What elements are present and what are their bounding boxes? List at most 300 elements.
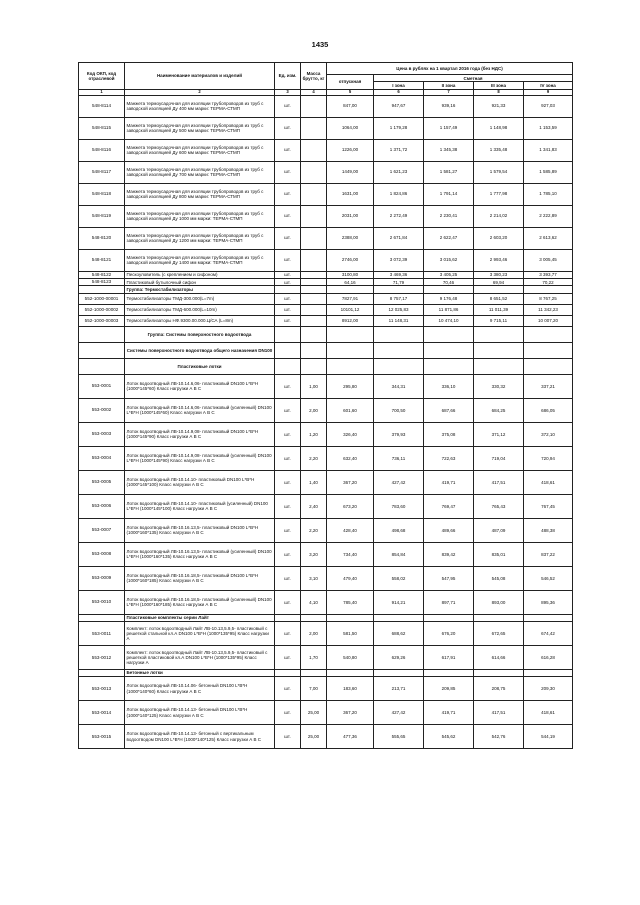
cell-mass — [301, 117, 327, 139]
cell-zone-4-price: 1 585,89 — [524, 161, 573, 183]
cell-name: Манжета термоусадочная для изоляции трубопроводов из труб с заводской изоляцией Ду 500 мм марки: ТЕРМА-СТМП — [125, 117, 275, 139]
cell-name: Лоток водоотводный ЛВ-10.14.6,06- пластиковый DN100 L*B*H (1000*145*60) Класс нагрузки А В С — [125, 374, 275, 398]
group-empty-cell — [524, 358, 573, 374]
column-index: 9 — [524, 89, 573, 95]
cell-zone-1-price: 1 824,86 — [374, 183, 424, 205]
group-row — [79, 358, 573, 374]
cell-zone-3-price: 672,65 — [474, 621, 524, 645]
cell-release-price: 367,20 — [327, 470, 374, 494]
cell-zone-2-price: 839,42 — [424, 542, 474, 566]
cell-release-price: 1064,00 — [327, 117, 374, 139]
cell-zone-2-price: 375,08 — [424, 422, 474, 446]
cell-release-price: 479,40 — [327, 566, 374, 590]
cell-zone-3-price: 2 993,46 — [474, 249, 524, 271]
cell-name: Комплект: лоток водоотводный Лайт ЛВ-10.13,5.9,5- пластиковый с решеткой пластиковой кл.А DN100 L*B*H (1000*135*95) Класс нагрузки А — [125, 645, 275, 669]
group-empty-cell — [374, 358, 424, 374]
cell-name: Лоток водоотводный ЛВ-10.16.13,5- пластиковый DN100 L*B*H (1000*160*135) Класс нагрузки А В С — [125, 518, 275, 542]
cell-zone-4-price: 546,52 — [524, 566, 573, 590]
cell-mass — [301, 227, 327, 249]
cell-release-price: 632,40 — [327, 446, 374, 470]
cell-zone-4-price: 372,10 — [524, 422, 573, 446]
cell-code: 553-0008 — [79, 542, 125, 566]
cell-unit: шт. — [275, 293, 301, 304]
cell-release-price: 3100,80 — [327, 271, 374, 278]
cell-zone-3-price: 3 380,23 — [474, 271, 524, 278]
group-empty-cell — [374, 614, 424, 621]
cell-unit: шт. — [275, 117, 301, 139]
table-row — [79, 293, 573, 304]
cell-zone-1-price: 12 025,83 — [374, 304, 424, 315]
cell-zone-2-price: 687,66 — [424, 398, 474, 422]
cell-mass — [301, 161, 327, 183]
cell-unit: шт. — [275, 278, 301, 285]
table-row — [79, 95, 573, 117]
column-index: 6 — [374, 89, 424, 95]
column-index: 7 — [424, 89, 474, 95]
group-row — [79, 286, 573, 293]
cell-unit: шт. — [275, 249, 301, 271]
cell-zone-2-price: 3 015,62 — [424, 249, 474, 271]
cell-name: Лоток водоотводный ЛВ-10.14.9,08- пластиковый DN100 L*B*H (1000*145*90) Класс нагрузки А В С — [125, 422, 275, 446]
cell-name: Манжета термоусадочная для изоляции трубопроводов из труб с заводской изоляцией Ду 800 мм марки: ТЕРМА-СТМП — [125, 183, 275, 205]
cell-zone-4-price: 2 222,89 — [524, 205, 573, 227]
cell-zone-2-price: 419,71 — [424, 701, 474, 725]
cell-mass — [301, 95, 327, 117]
cell-mass: 2,00 — [301, 621, 327, 645]
group-empty-cell — [474, 326, 524, 342]
cell-zone-2-price: 769,47 — [424, 494, 474, 518]
cell-name: Манжета термоусадочная для изоляции трубопроводов из труб с заводской изоляцией Ду 1400 мм марки: ТЕРМА-СТМП — [125, 249, 275, 271]
cell-code: 552-1000-00001 — [79, 293, 125, 304]
cell-zone-3-price: 487,09 — [474, 518, 524, 542]
cell-code: 552-1000-00002 — [79, 304, 125, 315]
header-zone-4: IV зона — [524, 82, 573, 89]
cell-unit: шт. — [275, 590, 301, 614]
group-row — [79, 669, 573, 676]
cell-name: Термостабилизаторы НФ.9300.00.000.Ц/СА (L=8m) — [125, 315, 275, 326]
cell-zone-2-price: 2 230,41 — [424, 205, 474, 227]
cell-zone-4-price: 209,30 — [524, 677, 573, 701]
cell-code: 548-8117 — [79, 161, 125, 183]
group-empty-cell — [374, 342, 424, 358]
header-code: Код ОКП, код отраслевой — [79, 63, 125, 90]
cell-release-price: 64,16 — [327, 278, 374, 285]
cell-code: 548-8118 — [79, 183, 125, 205]
cell-name: Пластиковый бутылочный сифон — [125, 278, 275, 285]
table-row — [79, 227, 573, 249]
cell-mass — [301, 293, 327, 304]
table-row — [79, 725, 573, 749]
cell-unit: шт. — [275, 542, 301, 566]
group-empty-cell — [301, 286, 327, 293]
cell-zone-1-price: 427,42 — [374, 470, 424, 494]
cell-zone-3-price: 542,76 — [474, 725, 524, 749]
cell-name: Манжета термоусадочная для изоляции трубопроводов из труб с заводской изоляцией Ду 1200 мм марки: ТЕРМА-СТМП — [125, 227, 275, 249]
group-code-cell — [79, 614, 125, 621]
group-empty-cell — [275, 286, 301, 293]
header-zone-3: III зона — [474, 82, 524, 89]
cell-unit: шт. — [275, 161, 301, 183]
group-title: Системы поверхностного водоотвода общего назначения DN100 — [125, 342, 275, 358]
cell-zone-4-price: 3 393,77 — [524, 271, 573, 278]
cell-code: 553-0013 — [79, 677, 125, 701]
cell-mass: 25,00 — [301, 725, 327, 749]
cell-name: Термостабилизаторы ТМД-300.000(L=7m) — [125, 293, 275, 304]
cell-zone-3-price: 921,33 — [474, 95, 524, 117]
cell-code: 548-8114 — [79, 95, 125, 117]
cell-unit: шт. — [275, 645, 301, 669]
cell-zone-4-price: 1 785,10 — [524, 183, 573, 205]
price-table — [78, 62, 573, 749]
cell-zone-1-price: 498,68 — [374, 518, 424, 542]
table-row — [79, 205, 573, 227]
cell-code: 553-0007 — [79, 518, 125, 542]
cell-name: Лоток водоотводный ЛВ-10.14.9,08- пластиковый (усиленный) DN100 L*B*H (1000*145*90) Класс нагрузки А В С — [125, 446, 275, 470]
cell-release-price: 295,80 — [327, 374, 374, 398]
cell-zone-3-price: 8 651,52 — [474, 293, 524, 304]
cell-unit: шт. — [275, 95, 301, 117]
group-empty-cell — [327, 614, 374, 621]
cell-code: 548-8116 — [79, 139, 125, 161]
cell-zone-4-price: 1 341,83 — [524, 139, 573, 161]
header-zone-2: II зона — [424, 82, 474, 89]
group-empty-cell — [424, 358, 474, 374]
cell-zone-4-price: 674,42 — [524, 621, 573, 645]
group-row — [79, 326, 573, 342]
cell-release-price: 10101,12 — [327, 304, 374, 315]
group-code-cell — [79, 286, 125, 293]
cell-unit: шт. — [275, 566, 301, 590]
cell-name: Манжета термоусадочная для изоляции трубопроводов из труб с заводской изоляцией Ду 400 мм марки: ТЕРМА-СТМП — [125, 95, 275, 117]
table-row — [79, 677, 573, 701]
cell-mass — [301, 304, 327, 315]
header-price-title: Цена в рублях на 1 квартал 2016 года (без НДС) — [327, 63, 573, 75]
group-empty-cell — [374, 286, 424, 293]
cell-zone-1-price: 344,31 — [374, 374, 424, 398]
group-title: Пластиковые лотки — [125, 358, 275, 374]
cell-zone-2-price: 209,85 — [424, 677, 474, 701]
column-index: 3 — [275, 89, 301, 95]
cell-zone-4-price: 895,36 — [524, 590, 573, 614]
group-empty-cell — [474, 342, 524, 358]
cell-zone-2-price: 9 176,48 — [424, 293, 474, 304]
cell-zone-4-price: 488,38 — [524, 518, 573, 542]
cell-release-price: 785,40 — [327, 590, 374, 614]
cell-unit: шт. — [275, 518, 301, 542]
cell-mass — [301, 139, 327, 161]
cell-zone-3-price: 2 214,02 — [474, 205, 524, 227]
cell-name: Лоток водоотводный ЛВ-10.14.10- пластиковый (усиленный) DN100 L*B*H (1000*145*100) Класс нагрузки А В С — [125, 494, 275, 518]
cell-code: 553-0012 — [79, 645, 125, 669]
cell-zone-3-price: 614,66 — [474, 645, 524, 669]
cell-code: 553-0003 — [79, 422, 125, 446]
cell-unit: шт. — [275, 621, 301, 645]
cell-zone-3-price: 417,51 — [474, 701, 524, 725]
cell-zone-3-price: 1 335,48 — [474, 139, 524, 161]
cell-name: Лоток водоотводный ЛВ-10.16.18,5- пластиковый DN100 L*B*H (1000*160*185) Класс нагрузки А В С — [125, 566, 275, 590]
cell-unit: шт. — [275, 725, 301, 749]
cell-unit: шт. — [275, 701, 301, 725]
column-index: 5 — [327, 89, 374, 95]
cell-release-price: 7827,91 — [327, 293, 374, 304]
cell-zone-1-price: 558,02 — [374, 566, 424, 590]
cell-unit: шт. — [275, 183, 301, 205]
table-row — [79, 398, 573, 422]
cell-zone-2-price: 722,63 — [424, 446, 474, 470]
cell-zone-2-price: 2 622,47 — [424, 227, 474, 249]
cell-zone-2-price: 1 791,14 — [424, 183, 474, 205]
cell-zone-1-price: 700,50 — [374, 398, 424, 422]
header-release: отпускная — [327, 75, 374, 90]
cell-zone-2-price: 336,10 — [424, 374, 474, 398]
cell-code: 548-8123 — [79, 278, 125, 285]
group-empty-cell — [524, 342, 573, 358]
table-row — [79, 566, 573, 590]
cell-zone-3-price: 765,43 — [474, 494, 524, 518]
cell-zone-1-price: 379,93 — [374, 422, 424, 446]
table-row — [79, 542, 573, 566]
cell-code: 553-0011 — [79, 621, 125, 645]
cell-release-price: 183,60 — [327, 677, 374, 701]
cell-zone-2-price: 1 581,27 — [424, 161, 474, 183]
cell-code: 548-8120 — [79, 227, 125, 249]
table-row — [79, 271, 573, 278]
group-empty-cell — [327, 326, 374, 342]
cell-mass — [301, 205, 327, 227]
cell-zone-1-price: 914,21 — [374, 590, 424, 614]
table-row — [79, 249, 573, 271]
cell-zone-4-price: 1 153,59 — [524, 117, 573, 139]
cell-name: Манжета термоусадочная для изоляции трубопроводов из труб с заводской изоляцией Ду 1000 мм марки: ТЕРМА-СТМП — [125, 205, 275, 227]
cell-name: Лоток водоотводный ЛВ-10.16.18,5- пластиковый (усиленный) DN100 L*B*H (1000*160*185) Класс нагрузки А В С — [125, 590, 275, 614]
cell-zone-1-price: 8 757,17 — [374, 293, 424, 304]
cell-zone-1-price: 71,79 — [374, 278, 424, 285]
cell-zone-2-price: 939,16 — [424, 95, 474, 117]
cell-zone-1-price: 854,84 — [374, 542, 424, 566]
cell-unit: шт. — [275, 304, 301, 315]
cell-zone-1-price: 1 179,28 — [374, 117, 424, 139]
table-body — [79, 95, 573, 749]
group-empty-cell — [275, 342, 301, 358]
table-row — [79, 117, 573, 139]
cell-unit: шт. — [275, 205, 301, 227]
cell-zone-3-price: 69,94 — [474, 278, 524, 285]
cell-release-price: 428,40 — [327, 518, 374, 542]
cell-release-price: 2031,00 — [327, 205, 374, 227]
group-empty-cell — [275, 358, 301, 374]
table-row — [79, 470, 573, 494]
cell-zone-2-price: 897,71 — [424, 590, 474, 614]
group-code-cell — [79, 358, 125, 374]
group-empty-cell — [474, 669, 524, 676]
group-empty-cell — [301, 342, 327, 358]
cell-zone-3-price: 835,01 — [474, 542, 524, 566]
table-row — [79, 278, 573, 285]
cell-mass: 2,00 — [301, 398, 327, 422]
group-code-cell — [79, 342, 125, 358]
header-mass: Масса брутто, кг — [301, 63, 327, 90]
cell-zone-2-price: 547,95 — [424, 566, 474, 590]
cell-mass: 25,00 — [301, 701, 327, 725]
cell-zone-1-price: 688,62 — [374, 621, 424, 645]
header-zone-1: I зона — [374, 82, 424, 89]
cell-zone-1-price: 11 148,31 — [374, 315, 424, 326]
cell-name: Лоток водоотводный ЛВ-10.14.06- бетонный DN100 L*B*H (1000*140*60) Класс нагрузки А В С — [125, 677, 275, 701]
cell-zone-1-price: 1 621,23 — [374, 161, 424, 183]
cell-zone-4-price: 337,21 — [524, 374, 573, 398]
cell-zone-4-price: 70,22 — [524, 278, 573, 285]
cell-zone-3-price: 1 777,98 — [474, 183, 524, 205]
table-row — [79, 422, 573, 446]
cell-code: 553-0010 — [79, 590, 125, 614]
cell-release-price: 1449,00 — [327, 161, 374, 183]
cell-unit: шт. — [275, 422, 301, 446]
cell-zone-4-price: 720,94 — [524, 446, 573, 470]
cell-release-price: 581,50 — [327, 621, 374, 645]
cell-zone-3-price: 545,08 — [474, 566, 524, 590]
cell-code: 553-0015 — [79, 725, 125, 749]
cell-mass: 1,00 — [301, 374, 327, 398]
group-empty-cell — [374, 326, 424, 342]
cell-release-price: 601,60 — [327, 398, 374, 422]
cell-code: 548-8121 — [79, 249, 125, 271]
cell-zone-3-price: 11 011,39 — [474, 304, 524, 315]
table-row — [79, 446, 573, 470]
cell-zone-2-price: 10 474,10 — [424, 315, 474, 326]
cell-zone-2-price: 70,46 — [424, 278, 474, 285]
cell-unit: шт. — [275, 677, 301, 701]
cell-code: 552-1000-00003 — [79, 315, 125, 326]
cell-code: 553-0005 — [79, 470, 125, 494]
group-empty-cell — [524, 286, 573, 293]
group-empty-cell — [424, 342, 474, 358]
cell-code: 553-0004 — [79, 446, 125, 470]
group-empty-cell — [424, 614, 474, 621]
cell-zone-2-price: 617,91 — [424, 645, 474, 669]
cell-zone-3-price: 893,00 — [474, 590, 524, 614]
cell-unit: шт. — [275, 227, 301, 249]
cell-zone-4-price: 10 007,20 — [524, 315, 573, 326]
group-empty-cell — [275, 326, 301, 342]
cell-zone-3-price: 330,32 — [474, 374, 524, 398]
table-row — [79, 590, 573, 614]
cell-zone-2-price: 489,66 — [424, 518, 474, 542]
cell-zone-4-price: 11 342,23 — [524, 304, 573, 315]
cell-mass — [301, 278, 327, 285]
cell-mass: 4,10 — [301, 590, 327, 614]
cell-release-price: 673,20 — [327, 494, 374, 518]
group-empty-cell — [524, 326, 573, 342]
cell-release-price: 477,36 — [327, 725, 374, 749]
group-empty-cell — [524, 614, 573, 621]
cell-zone-1-price: 2 272,49 — [374, 205, 424, 227]
cell-zone-3-price: 1 148,98 — [474, 117, 524, 139]
group-empty-cell — [327, 342, 374, 358]
cell-unit: шт. — [275, 315, 301, 326]
group-empty-cell — [327, 286, 374, 293]
group-empty-cell — [374, 669, 424, 676]
cell-zone-2-price: 1 345,38 — [424, 139, 474, 161]
cell-zone-4-price: 8 767,25 — [524, 293, 573, 304]
table-row — [79, 183, 573, 205]
group-empty-cell — [424, 326, 474, 342]
cell-zone-4-price: 927,03 — [524, 95, 573, 117]
cell-code: 553-0002 — [79, 398, 125, 422]
cell-mass — [301, 315, 327, 326]
cell-mass: 7,00 — [301, 677, 327, 701]
cell-zone-4-price: 3 005,45 — [524, 249, 573, 271]
cell-release-price: 367,20 — [327, 701, 374, 725]
cell-name: Комплект: лоток водоотводный Лайт ЛВ-10.13,5.9,5- пластиковый с решеткой стальной кл.А DN100 L*B*H (1000*135*95) Класс нагрузки А — [125, 621, 275, 645]
cell-mass: 1,20 — [301, 422, 327, 446]
cell-zone-1-price: 736,11 — [374, 446, 424, 470]
column-index: 2 — [125, 89, 275, 95]
cell-unit: шт. — [275, 494, 301, 518]
header-unit: Ед. изм. — [275, 63, 301, 90]
header-name: Наименование материалов и изделий — [125, 63, 275, 90]
cell-zone-3-price: 208,75 — [474, 677, 524, 701]
cell-name: Лоток водоотводный ЛВ-10.14.10- пластиковый DN100 L*B*H (1000*145*100) Класс нагрузки А В С — [125, 470, 275, 494]
cell-name: Лоток водоотводный ЛВ-10.14.6,06- пластиковый (усиленный) DN100 L*B*H (1000*145*60) Класс нагрузки А В С — [125, 398, 275, 422]
cell-zone-2-price: 11 871,86 — [424, 304, 474, 315]
cell-zone-4-price: 2 613,62 — [524, 227, 573, 249]
cell-zone-4-price: 767,45 — [524, 494, 573, 518]
column-index: 1 — [79, 89, 125, 95]
cell-zone-4-price: 616,28 — [524, 645, 573, 669]
cell-zone-2-price: 545,62 — [424, 725, 474, 749]
group-empty-cell — [524, 669, 573, 676]
cell-release-price: 8912,00 — [327, 315, 374, 326]
cell-release-price: 2746,00 — [327, 249, 374, 271]
group-title: Пластиковые комплекты серии Лайт — [125, 614, 275, 621]
table-row — [79, 645, 573, 669]
cell-name: Пескоуловитель (с креплением и сифоном) — [125, 271, 275, 278]
cell-unit: шт. — [275, 271, 301, 278]
cell-release-price: 734,40 — [327, 542, 374, 566]
group-empty-cell — [275, 614, 301, 621]
group-empty-cell — [424, 286, 474, 293]
page-number: 1435 — [311, 40, 329, 49]
cell-mass: 2,40 — [301, 494, 327, 518]
cell-zone-4-price: 837,22 — [524, 542, 573, 566]
cell-zone-4-price: 544,19 — [524, 725, 573, 749]
group-title: Группа: Системы поверхностного водоотвода — [125, 326, 275, 342]
cell-name: Лоток водоотводный ЛВ-10.14.13- бетонный DN100 L*B*H (1000*140*125) Класс нагрузки А В С — [125, 701, 275, 725]
table-row — [79, 161, 573, 183]
cell-zone-2-price: 419,71 — [424, 470, 474, 494]
cell-zone-3-price: 9 715,11 — [474, 315, 524, 326]
cell-name: Манжета термоусадочная для изоляции трубопроводов из труб с заводской изоляцией Ду 700 мм марки: ТЕРМА-СТМП — [125, 161, 275, 183]
table-row — [79, 304, 573, 315]
table-row — [79, 139, 573, 161]
cell-unit: шт. — [275, 446, 301, 470]
table-row — [79, 621, 573, 645]
table-row — [79, 701, 573, 725]
cell-code: 553-0006 — [79, 494, 125, 518]
cell-code: 548-8119 — [79, 205, 125, 227]
cell-code: 548-8122 — [79, 271, 125, 278]
cell-zone-1-price: 1 371,72 — [374, 139, 424, 161]
cell-code: 548-8115 — [79, 117, 125, 139]
column-index: 4 — [301, 89, 327, 95]
cell-zone-1-price: 213,71 — [374, 677, 424, 701]
cell-zone-3-price: 1 579,54 — [474, 161, 524, 183]
table-row — [79, 374, 573, 398]
group-title: Бетонные лотки — [125, 669, 275, 676]
cell-code: 553-0009 — [79, 566, 125, 590]
cell-release-price: 326,40 — [327, 422, 374, 446]
group-empty-cell — [275, 669, 301, 676]
